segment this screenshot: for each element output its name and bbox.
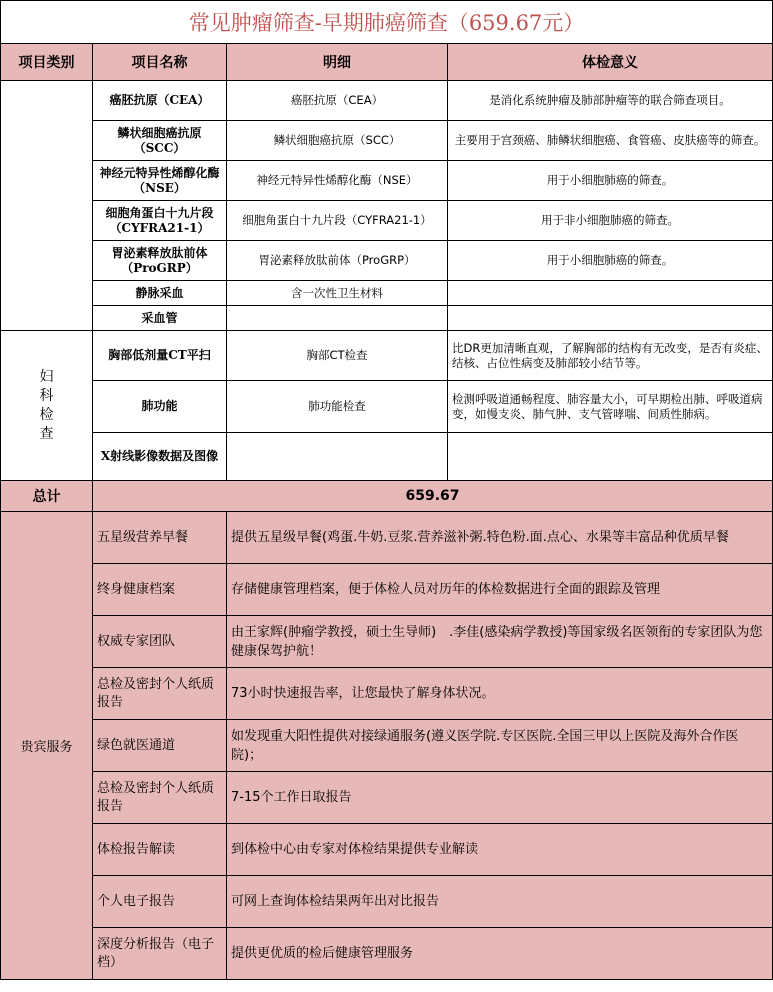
item-name: 静脉采血	[93, 281, 227, 306]
item-meaning: 检测呼吸道通畅程度、肺容量大小，可早期检出肺、呼吸道病变，如慢支炎、肺气肿、支气管哮喘、间质性肺病。	[448, 381, 773, 433]
item-meaning: 用于小细胞肺癌的筛查。	[448, 241, 773, 281]
table-row	[1, 331, 773, 381]
table-row	[1, 824, 773, 876]
item-detail: 癌胚抗原（CEA）	[227, 81, 448, 121]
table-row	[1, 928, 773, 980]
item-name: X射线影像数据及图像	[93, 433, 227, 481]
item-name: 癌胚抗原（CEA）	[93, 81, 227, 121]
item-name: 神经元特异性烯醇化酶（NSE）	[93, 161, 227, 201]
table-row	[1, 876, 773, 928]
service-desc: 提供更优质的检后健康管理服务	[227, 928, 773, 980]
item-meaning	[448, 281, 773, 306]
header-meaning: 体检意义	[448, 44, 773, 81]
service-name: 深度分析报告（电子档）	[93, 928, 227, 980]
table-row	[1, 720, 773, 772]
service-desc: 到体检中心由专家对体检结果提供专业解读	[227, 824, 773, 876]
header-detail: 明细	[227, 44, 448, 81]
table-row	[1, 121, 773, 161]
service-name: 终身健康档案	[93, 564, 227, 616]
table-row	[1, 281, 773, 306]
item-detail	[227, 306, 448, 331]
item-meaning: 用于非小细胞肺癌的筛查。	[448, 201, 773, 241]
table-row	[1, 668, 773, 720]
header-name: 项目名称	[93, 44, 227, 81]
title-row	[1, 1, 773, 44]
table-row	[1, 616, 773, 668]
total-label: 总计	[1, 481, 93, 512]
service-desc: 提供五星级早餐(鸡蛋.牛奶.豆浆.营养滋补粥.特色粉.面.点心、水果等丰富品种优质早餐	[227, 512, 773, 564]
header-category: 项目类别	[1, 44, 93, 81]
service-desc: 可网上查询体检结果两年出对比报告	[227, 876, 773, 928]
service-desc: 如发现重大阳性提供对接绿通服务(遵义医学院.专区医院.全国三甲以上医院及海外合作医院)；	[227, 720, 773, 772]
item-name: 肺功能	[93, 381, 227, 433]
table-row	[1, 81, 773, 121]
table-row	[1, 512, 773, 564]
table-row	[1, 564, 773, 616]
service-name: 绿色就医通道	[93, 720, 227, 772]
table-row	[1, 433, 773, 481]
service-desc: 73小时快速报告率，让您最快了解身体状况。	[227, 668, 773, 720]
service-name: 权威专家团队	[93, 616, 227, 668]
table-row	[1, 241, 773, 281]
item-name: 胃泌素释放肽前体（ProGRP）	[93, 241, 227, 281]
item-name: 胸部低剂量CT平扫	[93, 331, 227, 381]
item-meaning	[448, 433, 773, 481]
total-value: 659.67	[93, 481, 773, 512]
item-detail: 神经元特异性烯醇化酶（NSE）	[227, 161, 448, 201]
table-row	[1, 381, 773, 433]
item-detail: 胸部CT检查	[227, 331, 448, 381]
table-row	[1, 161, 773, 201]
page-title: 常见肿瘤筛查-早期肺癌筛查（659.67元）	[1, 1, 773, 44]
item-detail: 细胞角蛋白十九片段（CYFRA21-1）	[227, 201, 448, 241]
table-row	[1, 772, 773, 824]
service-name: 五星级营养早餐	[93, 512, 227, 564]
service-name: 总检及密封个人纸质报告	[93, 772, 227, 824]
table-row	[1, 201, 773, 241]
item-name: 鳞状细胞癌抗原（SCC）	[93, 121, 227, 161]
item-meaning: 是消化系统肿瘤及肺部肿瘤等的联合筛查项目。	[448, 81, 773, 121]
header-row	[1, 44, 773, 81]
item-detail: 鳞状细胞癌抗原（SCC）	[227, 121, 448, 161]
item-detail: 肺功能检查	[227, 381, 448, 433]
group2-category-cell	[1, 331, 93, 481]
total-row	[1, 481, 773, 512]
group1-category	[1, 81, 93, 331]
item-name: 细胞角蛋白十九片段（CYFRA21-1）	[93, 201, 227, 241]
item-meaning: 比DR更加清晰直观，了解胸部的结构有无改变，是否有炎症、结核、占位性病变及肺部较小结节等。	[448, 331, 773, 381]
service-desc: 7-15个工作日取报告	[227, 772, 773, 824]
item-meaning: 用于小细胞肺癌的筛查。	[448, 161, 773, 201]
service-desc: 存储健康管理档案，便于体检人员对历年的体检数据进行全面的跟踪及管理	[227, 564, 773, 616]
item-detail: 含一次性卫生材料	[227, 281, 448, 306]
service-name: 体检报告解读	[93, 824, 227, 876]
service-name: 个人电子报告	[93, 876, 227, 928]
service-desc: 由王家辉(肿瘤学教授，硕士生导师) .李佳(感染病学教授)等国家级名医领衔的专家团队为您健康保驾护航！	[227, 616, 773, 668]
item-meaning: 主要用于宫颈癌、肺鳞状细胞癌、食管癌、皮肤癌等的筛查。	[448, 121, 773, 161]
vip-category: 贵宾服务	[1, 512, 93, 980]
service-name: 总检及密封个人纸质报告	[93, 668, 227, 720]
item-detail	[227, 433, 448, 481]
item-detail: 胃泌素释放肽前体（ProGRP）	[227, 241, 448, 281]
item-name: 采血管	[93, 306, 227, 331]
table-row	[1, 306, 773, 331]
group2-category: 妇科检查	[39, 368, 54, 442]
item-meaning	[448, 306, 773, 331]
